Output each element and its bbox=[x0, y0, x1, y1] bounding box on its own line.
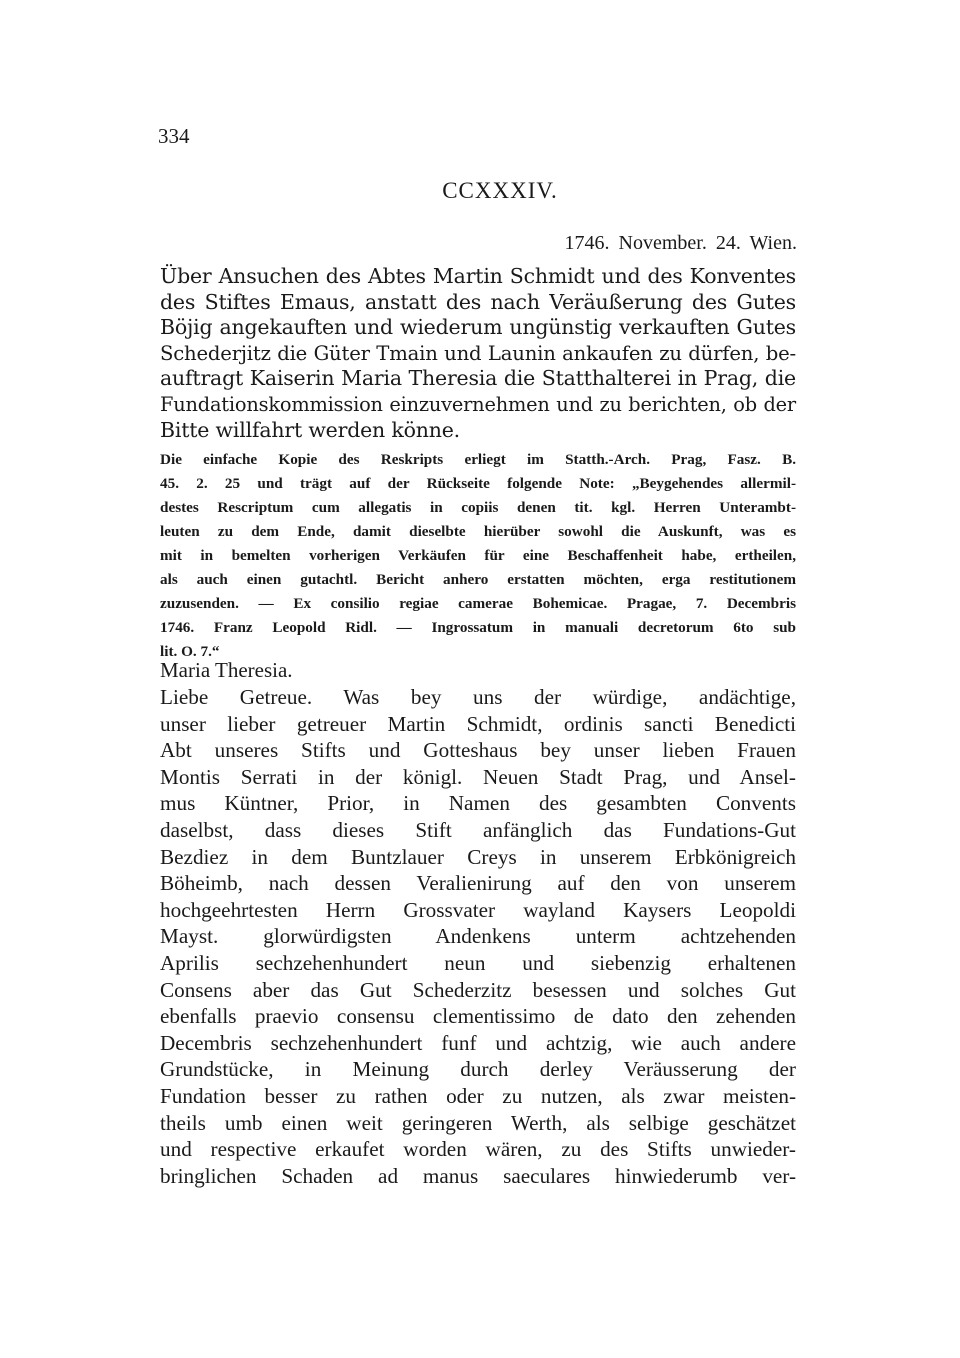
body-line: hochgeehrtesten Herrn Grossvater wayland Kaysers Leopoldi bbox=[160, 897, 796, 922]
note-line: 45. 2. 25 und trägt auf der Rückseite folgende Note: „Beygehendes allermil- bbox=[160, 475, 796, 492]
summary-line: auftragt Kaiserin Maria Theresia die Statthalterei in Prag, die bbox=[160, 366, 796, 391]
document-body bbox=[160, 684, 796, 1189]
note-line: destes Rescriptum cum allegatis in copiis denen tit. kgl. Herren Unterambt- bbox=[160, 499, 796, 516]
body-line: Aprilis sechzehenhundert neun und siebenzig erhaltenen bbox=[160, 950, 796, 975]
dateline: 1746. November. 24. Wien. bbox=[564, 232, 797, 254]
note-line: mit in bemelten vorherigen Verkäufen für eine Beschaffenheit habe, ertheilen, bbox=[160, 547, 796, 564]
body-line: Mayst. glorwürdigsten Andenkens unterm achtzehenden bbox=[160, 924, 796, 949]
body-line: ebenfalls praevio consensu clementissimo de dato den zehenden bbox=[160, 1004, 796, 1029]
body-line: daselbst, dass dieses Stift anfänglich das Fundations-Gut bbox=[160, 817, 796, 842]
archival-note bbox=[160, 448, 796, 664]
summary-line: Fundationskommission einzuvernehmen und zu berichten, ob der bbox=[160, 392, 796, 416]
body-line: Abt unseres Stifts und Gotteshaus bey unser lieben Frauen bbox=[160, 738, 796, 763]
summary-line: Über Ansuchen des Abtes Martin Schmidt und des Konventes bbox=[160, 264, 796, 288]
body-line: Fundation besser zu rathen oder zu nutzen, als zwar meisten- bbox=[160, 1083, 796, 1108]
note-line: als auch einen gutachtl. Bericht anhero erstatten möchten, erga restitutionem bbox=[160, 571, 796, 588]
body-line: Consens aber das Gut Schederzitz besessen und solches Gut bbox=[160, 977, 796, 1002]
regest-summary bbox=[160, 264, 796, 443]
page-number: 334 bbox=[158, 124, 190, 148]
body-line: bringlichen Schaden ad manus saeculares hinwiederumb ver- bbox=[160, 1163, 796, 1188]
note-line: leuten zu dem Ende, damit dieselbte hierüber sowohl die Auskunft, was es bbox=[160, 523, 796, 540]
body-line: mus Küntner, Prior, in Namen des gesambten Convents bbox=[160, 791, 796, 816]
document-number-heading: CCXXXIV. bbox=[442, 178, 558, 203]
summary-line: Böjig angekauften und wiederum ungünstig verkauften Gutes bbox=[160, 315, 796, 340]
body-line: theils umb einen weit geringeren Werth, als selbige geschätzet bbox=[160, 1110, 796, 1135]
body-line: und respective erkaufet worden wären, zu des Stifts unwieder- bbox=[160, 1137, 796, 1162]
body-line: Böheimb, nach dessen Veralienirung auf den von unserem bbox=[160, 871, 796, 896]
body-line: Bezdiez in dem Buntzlauer Creys in unserem Erbkönigreich bbox=[160, 844, 796, 869]
summary-line: Schederjitz die Güter Tmain und Launin ankaufen zu dürfen, be- bbox=[160, 341, 796, 365]
body-line: Grundstücke, in Meinung durch derley Veräusserung der bbox=[160, 1057, 796, 1082]
sender-name: Maria Theresia. bbox=[160, 658, 293, 682]
body-line: Liebe Getreue. Was bey uns der würdige, andächtige, bbox=[160, 685, 796, 709]
summary-line: Bitte willfahrt werden könne. bbox=[160, 417, 460, 442]
note-line: lit. O. 7.“ bbox=[160, 643, 220, 660]
body-line: Decembris sechzehenhundert funf und achtzig, wie auch andere bbox=[160, 1030, 796, 1055]
note-line: 1746. Franz Leopold Ridl. — Ingrossatum in manuali decretorum 6to sub bbox=[160, 619, 796, 636]
body-line: Montis Serrati in der königl. Neuen Stadt Prag, und Ansel- bbox=[160, 764, 796, 789]
note-line: Die einfache Kopie des Reskripts erliegt im Statth.-Arch. Prag, Fasz. B. bbox=[160, 451, 796, 468]
summary-line: des Stiftes Emaus, anstatt des nach Veräußerung des Gutes bbox=[160, 289, 796, 314]
note-line: zuzusenden. — Ex consilio regiae camerae Bohemicae. Pragae, 7. Decembris bbox=[160, 595, 796, 612]
body-line: unser lieber getreuer Martin Schmidt, ordinis sancti Benedicti bbox=[160, 711, 796, 736]
